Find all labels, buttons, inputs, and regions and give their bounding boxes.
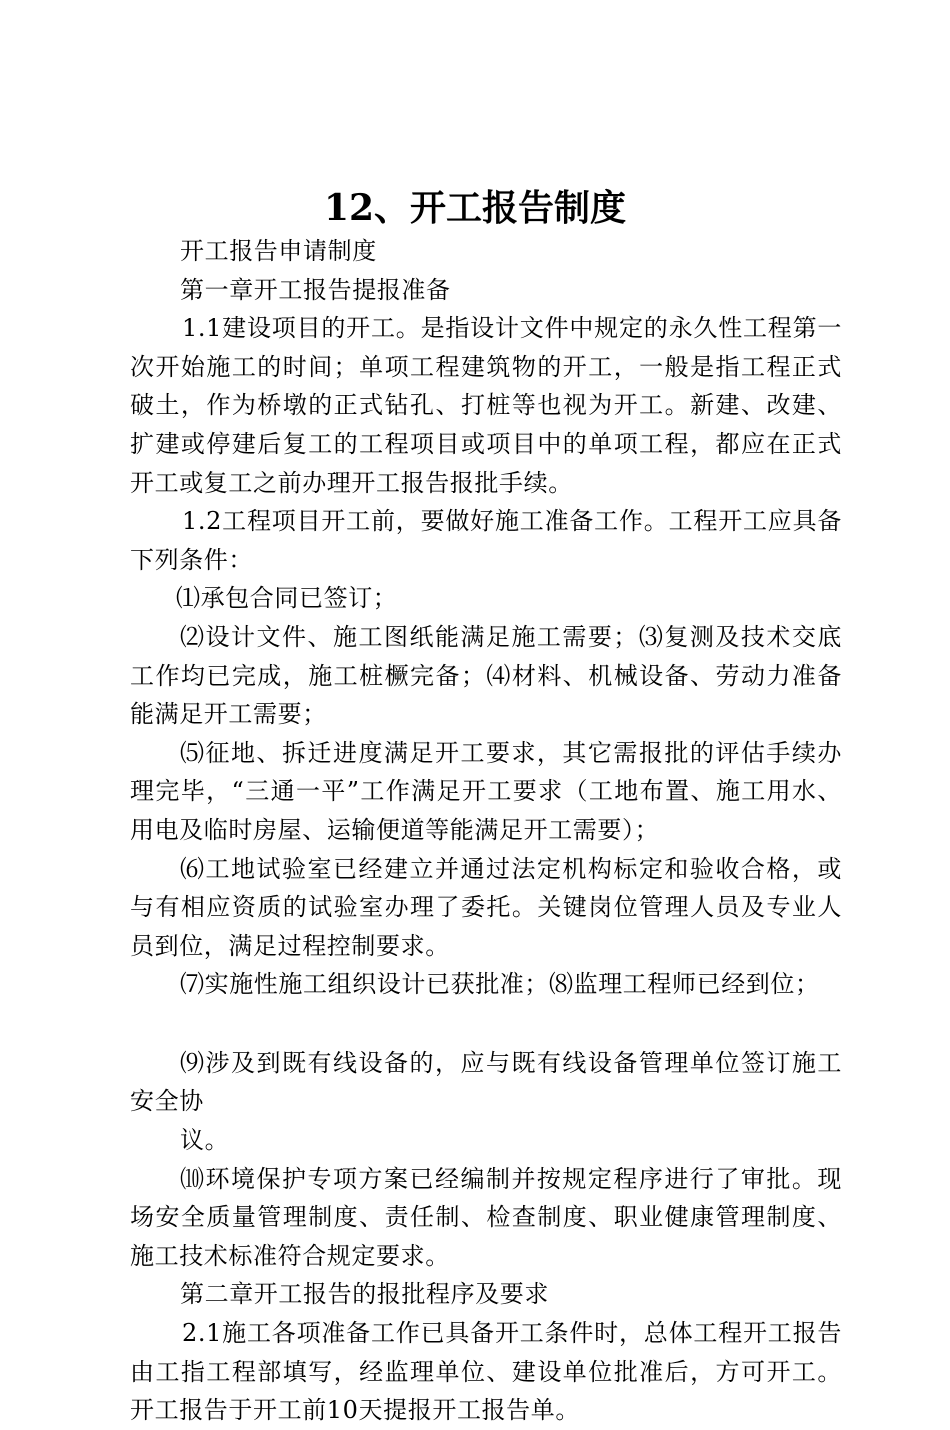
chapter-two-heading: 第二章开工报告的报批程序及要求: [180, 1280, 549, 1309]
condition-9-continued: 议。: [180, 1126, 230, 1155]
paragraph-2-1: 2.1施工各项准备工作已具备开工条件时，总体工程开工报告由工指工程部填写，经监理单位、建设单位批准后，方可开工。开工报告于开工前10天提报开工报告单。: [130, 1319, 842, 1425]
condition-2-4: ⑵设计文件、施工图纸能满足施工需要；⑶复测及技术交底工作均已完成，施工桩橛完备；⑷材料、机械设备、劳动力准备能满足开工需要；: [130, 622, 842, 729]
condition-6: ⑹工地试验室已经建立并通过法定机构标定和验收合格，或与有相应资质的试验室办理了委托。关键岗位管理人员及专业人员到位，满足过程控制要求。: [130, 854, 842, 960]
condition-1: ⑴承包合同已签订；: [176, 584, 398, 613]
document-body: [130, 232, 842, 1430]
condition-10: ⑽环境保护专项方案已经编制并按规定程序进行了审批。现场安全质量管理制度、责任制、检查制度、职业健康管理制度、施工技术标准符合规定要求。: [130, 1164, 842, 1270]
blank-line: [130, 1004, 842, 1044]
condition-5: ⑸征地、拆迁进度满足开工要求，其它需报批的评估手续办理完毕，“三通一平”工作满足开工要求（工地布置、施工用水、用电及临时房屋、运输便道等能满足开工需要）；: [130, 738, 842, 844]
paragraph-application-system: 开工报告申请制度: [180, 237, 377, 265]
document-title: 12、开工报告制度: [323, 187, 627, 229]
condition-9: ⑼涉及到既有线设备的，应与既有线设备管理单位签订施工安全协: [130, 1048, 842, 1116]
paragraph-1-2: 1.2工程项目开工前，要做好施工准备工作。工程开工应具备下列条件：: [130, 507, 842, 574]
condition-7-8: ⑺实施性施工组织设计已获批准；⑻监理工程师已经到位；: [180, 970, 820, 999]
chapter-one-heading: 第一章开工报告提报准备: [180, 275, 451, 304]
paragraph-1-1: 1.1建设项目的开工。是指设计文件中规定的永久性工程第一次开始施工的时间；单项工程建筑物的开工，一般是指工程正式破土，作为桥墩的正式钻孔、打桩等也视为开工。新建、改建、扩建或停建后复工的工程项目或项目中的单项工程，都应在正式开工或复工之前办理开工报告报批手续。: [130, 314, 842, 497]
